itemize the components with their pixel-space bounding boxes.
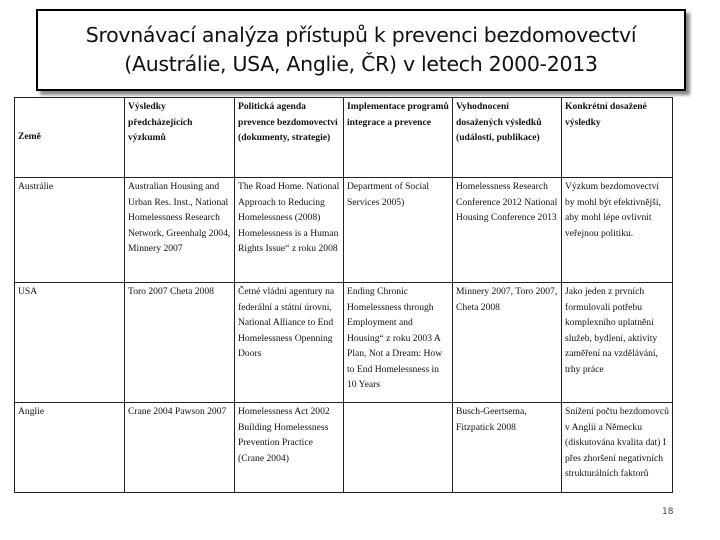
cell-country: Anglie bbox=[15, 403, 125, 493]
cell-implementation bbox=[344, 403, 453, 493]
cell-results: Výzkum bezdomovectví by mohl být efektivnější, aby mohl lépe ovlivnit veřejnou politiku. bbox=[562, 178, 673, 283]
title-line-1: Srovnávací analýza přístupů k prevenci bezdomovectví bbox=[85, 23, 637, 47]
cell-policy: Homelessness Act 2002 Building Homelessness Prevention Practice (Crane 2004) bbox=[235, 403, 344, 493]
cell-implementation: Ending Chronic Homelessness through Employment and Housing“ z roku 2003 A Plan, Not a Dream: How to End Homelessness in 10 Years bbox=[344, 283, 453, 403]
cell-policy: Četné vládní agentury na federální a státní úrovni, National Alliance to End Homelessness Openning Doors bbox=[235, 283, 344, 403]
header-evaluation: Vyhodnocení dosažených výsledků (události, publikace) bbox=[453, 98, 562, 178]
header-results: Konkrétní dosažené výsledky bbox=[562, 98, 673, 178]
cell-research: Australian Housing and Urban Res. Inst., National Homelessness Research Network, Greenhalg 2004, Minnery 2007 bbox=[125, 178, 235, 283]
cell-evaluation: Homelessness Research Conference 2012 National Housing Conference 2013 bbox=[453, 178, 562, 283]
cell-results: Jako jeden z prvních formulovali potřebu komplexního uplatnění služeb, bydlení, aktivity zaměření na vzdělávání, trhy práce bbox=[562, 283, 673, 403]
cell-results: Snížení počtu bezdomovců v Anglii a Německu (diskutována kvalita dat) I přes zhoršení negativních strukturálních faktorů bbox=[562, 403, 673, 493]
table-row bbox=[15, 283, 673, 403]
header-country: Země bbox=[15, 98, 125, 178]
header-policy: Politická agenda prevence bezdomovectví (dokumenty, strategie) bbox=[235, 98, 344, 178]
cell-implementation: Department of Social Services 2005) bbox=[344, 178, 453, 283]
cell-evaluation: Minnery 2007, Toro 2007, Cheta 2008 bbox=[453, 283, 562, 403]
cell-country: USA bbox=[15, 283, 125, 403]
cell-evaluation: Busch-Geertsema, Fitzpatick 2008 bbox=[453, 403, 562, 493]
cell-research: Crane 2004 Pawson 2007 bbox=[125, 403, 235, 493]
table-row bbox=[15, 178, 673, 283]
header-implementation: Implementace programů integrace a prevence bbox=[344, 98, 453, 178]
cell-policy: The Road Home. National Approach to Reducing Homelessness (2008) Homelessness is a Human Rights Issue“ z roku 2008 bbox=[235, 178, 344, 283]
page-number: 18 bbox=[662, 507, 674, 517]
cell-country: Austrálie bbox=[15, 178, 125, 283]
title-line-2: (Austrálie, USA, Anglie, ČR) v letech 2000-2013 bbox=[124, 52, 598, 76]
table-row bbox=[15, 403, 673, 493]
cell-research: Toro 2007 Cheta 2008 bbox=[125, 283, 235, 403]
header-research: Výsledky předcházejících výzkumů bbox=[125, 98, 235, 178]
slide-title-box bbox=[36, 9, 686, 91]
comparison-table bbox=[14, 97, 673, 493]
